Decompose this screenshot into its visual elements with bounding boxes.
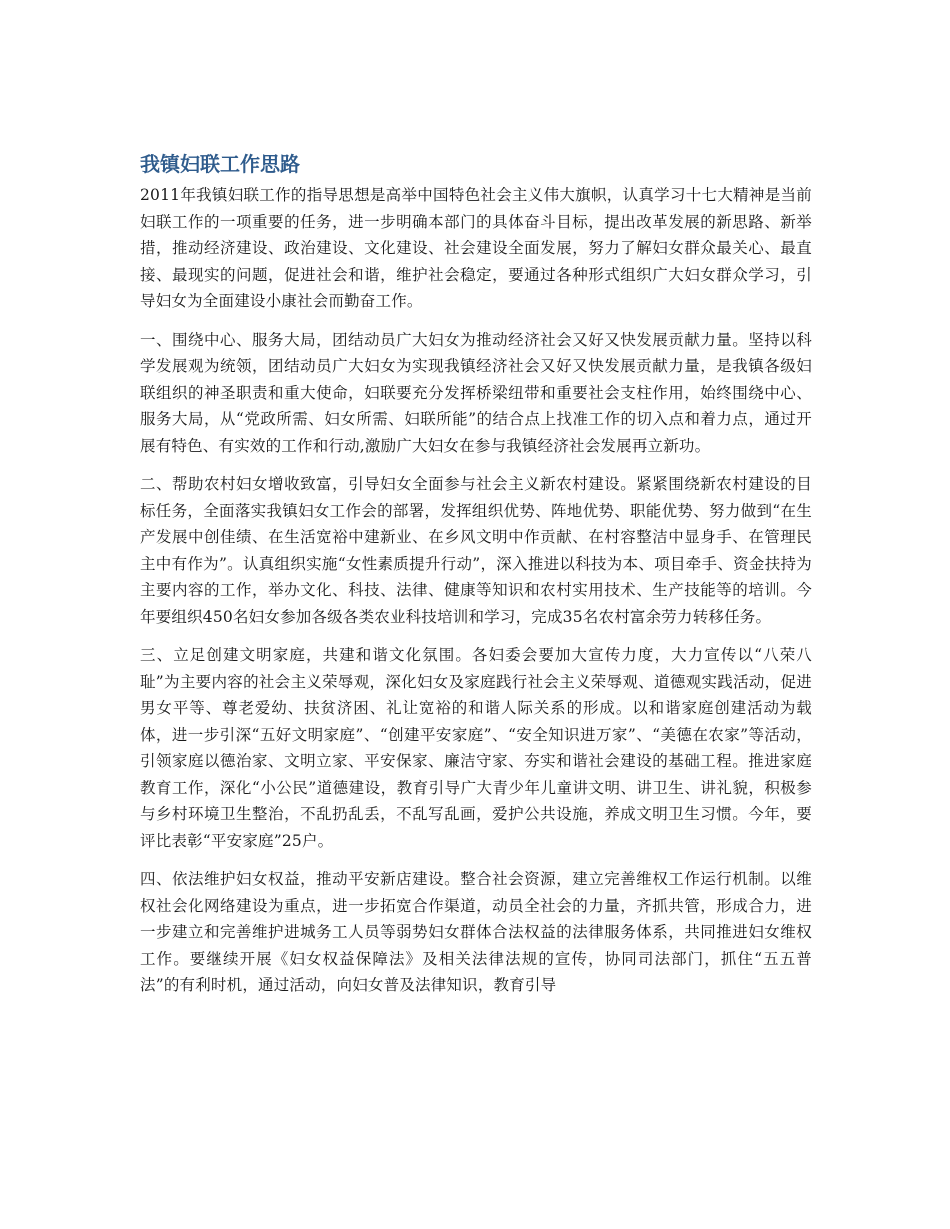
- paragraph-section-4: 四、依法维护妇女权益，推动平安新店建设。整合社会资源，建立完善维权工作运行机制。以维权社会化网络建设为重点，进一步拓宽合作渠道，动员全社会的力量，齐抓共管，形成合力，进一步建立和完善维护进城务工人员等弱势妇女群体合法权益的法律服务体系，共同推进妇女维权工作。要继续开展《妇女权益保障法》及相关法律法规的宣传，协同司法部门，抓住“五五普法”的有利时机，通过活动，向妇女普及法律知识，教育引导: [140, 870, 812, 994]
- paragraph-section-3: 三、立足创建文明家庭，共建和谐文化氛围。各妇委会要加大宣传力度，大力宣传以“八荣八耻”为主要内容的社会主义荣辱观，深化妇女及家庭践行社会主义荣辱观、道德观实践活动，促进男女平等、尊老爱幼、扶贫济困、礼让宽裕的和谐人际关系的形成。以和谐家庭创建活动为载体，进一步引深“五好文明家庭”、“创建平安家庭”、“安全知识进万家”、“美德在农家”等活动，引领家庭以德治家、文明立家、平安保家、廉洁守家、夯实和谐社会建设的基础工程。推进家庭教育工作，深化“小公民”道德建设，教育引导广大青少年儿童讲文明、讲卫生、讲礼貌，积极参与乡村环境卫生整治，不乱扔乱丢，不乱写乱画，爱护公共设施，养成文明卫生习惯。今年，要评比表彰“平安家庭”25户。: [140, 646, 812, 850]
- paragraph-intro: 2011年我镇妇联工作的指导思想是高举中国特色社会主义伟大旗帜，认真学习十七大精神是当前妇联工作的一项重要的任务，进一步明确本部门的具体奋斗目标，提出改革发展的新思路、新举措，推动经济建设、政治建设、文化建设、社会建设全面发展，努力了解妇女群众最关心、最直接、最现实的问题，促进社会和谐，维护社会稳定，要通过各种形式组织广大妇女群众学习，引导妇女为全面建设小康社会而勤奋工作。: [140, 186, 812, 310]
- paragraph-section-2: 二、帮助农村妇女增收致富，引导妇女全面参与社会主义新农村建设。紧紧围绕新农村建设的目标任务，全面落实我镇妇女工作会的部署，发挥组织优势、阵地优势、职能优势、努力做到“在生产发展中创佳绩、在生活宽裕中建新业、在乡风文明中作贡献、在村容整洁中显身手、在管理民主中有作为”。认真组织实施“女性素质提升行动”，深入推进以科技为本、项目牵手、资金扶持为主要内容的工作，举办文化、科技、法律、健康等知识和农村实用技术、生产技能等的培训。今年要组织450名妇女参加各级各类农业科技培训和学习，完成35名农村富余劳力转移任务。: [140, 475, 812, 626]
- document-title: 我镇妇联工作思路: [140, 152, 300, 176]
- document-page: [140, 150, 812, 1011]
- paragraph-section-1: 一、围绕中心、服务大局，团结动员广大妇女为推动经济社会又好又快发展贡献力量。坚持以科学发展观为统领，团结动员广大妇女为实现我镇经济社会又好又快发展贡献力量，是我镇各级妇联组织的神圣职责和重大使命，妇联要充分发挥桥梁纽带和重要社会支柱作用，始终围绕中心、服务大局，从“党政所需、妇女所需、妇联所能”的结合点上找准工作的切入点和着力点，通过开展有特色、有实效的工作和行动,激励广大妇女在参与我镇经济社会发展再立新功。: [140, 330, 812, 455]
